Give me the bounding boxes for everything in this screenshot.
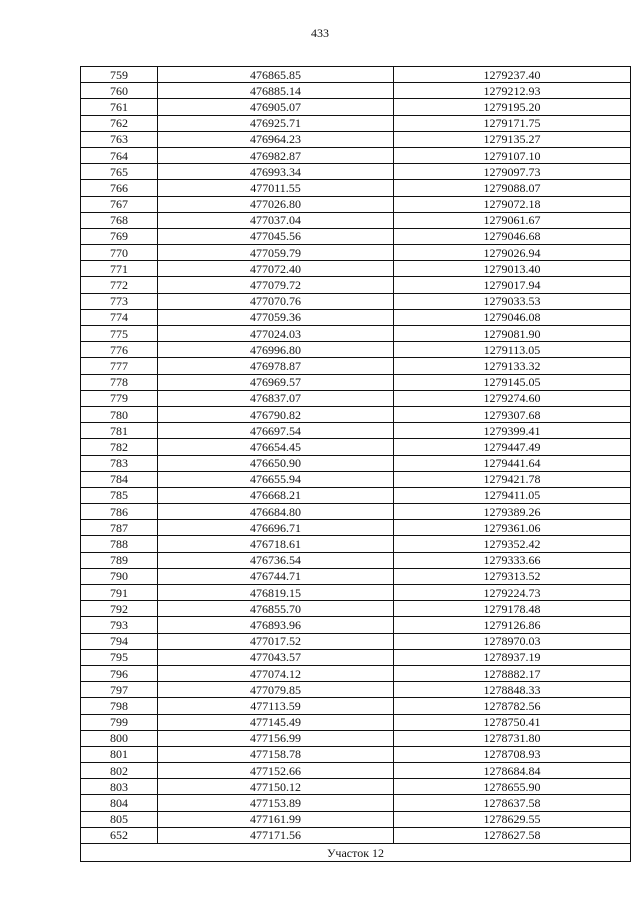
- point-number-cell: 786: [81, 504, 158, 520]
- x-coordinate-cell: 477045.56: [158, 228, 394, 244]
- point-number-cell: 783: [81, 455, 158, 471]
- table-row: [81, 504, 631, 520]
- table-row: [81, 277, 631, 293]
- table-row: [81, 471, 631, 487]
- point-number-cell: 796: [81, 665, 158, 681]
- y-coordinate-cell: 1278684.84: [394, 763, 631, 779]
- point-number-cell: 785: [81, 487, 158, 503]
- table-row: [81, 649, 631, 665]
- table-row: [81, 617, 631, 633]
- table-row: [81, 326, 631, 342]
- y-coordinate-cell: 1279081.90: [394, 326, 631, 342]
- x-coordinate-cell: 476855.70: [158, 601, 394, 617]
- y-coordinate-cell: 1278629.55: [394, 811, 631, 827]
- table-row: [81, 358, 631, 374]
- x-coordinate-cell: 477161.99: [158, 811, 394, 827]
- x-coordinate-cell: 476969.57: [158, 374, 394, 390]
- table-row: [81, 795, 631, 811]
- point-number-cell: 802: [81, 763, 158, 779]
- x-coordinate-cell: 477153.89: [158, 795, 394, 811]
- point-number-cell: 759: [81, 67, 158, 83]
- point-number-cell: 795: [81, 649, 158, 665]
- point-number-cell: 801: [81, 746, 158, 762]
- y-coordinate-cell: 1279046.08: [394, 309, 631, 325]
- x-coordinate-cell: 477026.80: [158, 196, 394, 212]
- x-coordinate-cell: 477079.85: [158, 682, 394, 698]
- point-number-cell: 793: [81, 617, 158, 633]
- x-coordinate-cell: 476744.71: [158, 568, 394, 584]
- page-number: 433: [311, 26, 329, 40]
- y-coordinate-cell: 1279135.27: [394, 131, 631, 147]
- table-row: [81, 309, 631, 325]
- table-row: [81, 746, 631, 762]
- x-coordinate-cell: 477011.55: [158, 180, 394, 196]
- x-coordinate-cell: 476790.82: [158, 406, 394, 422]
- point-number-cell: 788: [81, 536, 158, 552]
- x-coordinate-cell: 477024.03: [158, 326, 394, 342]
- point-number-cell: 778: [81, 374, 158, 390]
- table-row: [81, 115, 631, 131]
- y-coordinate-cell: 1279046.68: [394, 228, 631, 244]
- y-coordinate-cell: 1279421.78: [394, 471, 631, 487]
- x-coordinate-cell: 477070.76: [158, 293, 394, 309]
- y-coordinate-cell: 1279195.20: [394, 99, 631, 115]
- y-coordinate-cell: 1278970.03: [394, 633, 631, 649]
- x-coordinate-cell: 476837.07: [158, 390, 394, 406]
- table-row: [81, 633, 631, 649]
- x-coordinate-cell: 477113.59: [158, 698, 394, 714]
- y-coordinate-cell: 1278750.41: [394, 714, 631, 730]
- point-number-cell: 782: [81, 439, 158, 455]
- x-coordinate-cell: 477152.66: [158, 763, 394, 779]
- y-coordinate-cell: 1279088.07: [394, 180, 631, 196]
- y-coordinate-cell: 1279411.05: [394, 487, 631, 503]
- x-coordinate-cell: 477017.52: [158, 633, 394, 649]
- x-coordinate-cell: 476982.87: [158, 147, 394, 163]
- table-row: [81, 164, 631, 180]
- table-row: [81, 180, 631, 196]
- table-row: [81, 423, 631, 439]
- point-number-cell: 767: [81, 196, 158, 212]
- y-coordinate-cell: 1278708.93: [394, 746, 631, 762]
- table-row: [81, 730, 631, 746]
- point-number-cell: 805: [81, 811, 158, 827]
- table-row: [81, 99, 631, 115]
- point-number-cell: 768: [81, 212, 158, 228]
- x-coordinate-cell: 476819.15: [158, 585, 394, 601]
- point-number-cell: 800: [81, 730, 158, 746]
- x-coordinate-cell: 476885.14: [158, 83, 394, 99]
- y-coordinate-cell: 1279441.64: [394, 455, 631, 471]
- point-number-cell: 797: [81, 682, 158, 698]
- point-number-cell: 784: [81, 471, 158, 487]
- y-coordinate-cell: 1278655.90: [394, 779, 631, 795]
- x-coordinate-cell: 476978.87: [158, 358, 394, 374]
- point-number-cell: 777: [81, 358, 158, 374]
- table-row: [81, 568, 631, 584]
- table-row: [81, 698, 631, 714]
- section-label: Участок 12: [81, 844, 631, 862]
- y-coordinate-cell: 1279224.73: [394, 585, 631, 601]
- point-number-cell: 780: [81, 406, 158, 422]
- x-coordinate-cell: 476736.54: [158, 552, 394, 568]
- point-number-cell: 799: [81, 714, 158, 730]
- y-coordinate-cell: 1279061.67: [394, 212, 631, 228]
- point-number-cell: 804: [81, 795, 158, 811]
- point-number-cell: 771: [81, 261, 158, 277]
- coordinates-table-body: [81, 67, 631, 862]
- x-coordinate-cell: 476993.34: [158, 164, 394, 180]
- table-row: [81, 390, 631, 406]
- y-coordinate-cell: 1279113.05: [394, 342, 631, 358]
- point-number-cell: 770: [81, 245, 158, 261]
- y-coordinate-cell: 1278637.58: [394, 795, 631, 811]
- point-number-cell: 787: [81, 520, 158, 536]
- y-coordinate-cell: 1279352.42: [394, 536, 631, 552]
- table-row: [81, 763, 631, 779]
- table-row: [81, 293, 631, 309]
- point-number-cell: 794: [81, 633, 158, 649]
- y-coordinate-cell: 1279026.94: [394, 245, 631, 261]
- x-coordinate-cell: 477043.57: [158, 649, 394, 665]
- point-number-cell: 762: [81, 115, 158, 131]
- point-number-cell: 652: [81, 827, 158, 843]
- table-row: [81, 779, 631, 795]
- table-row: [81, 552, 631, 568]
- y-coordinate-cell: 1278882.17: [394, 665, 631, 681]
- table-row: [81, 131, 631, 147]
- table-row: [81, 827, 631, 843]
- table-row: [81, 228, 631, 244]
- table-row: [81, 374, 631, 390]
- point-number-cell: 775: [81, 326, 158, 342]
- point-number-cell: 792: [81, 601, 158, 617]
- point-number-cell: 763: [81, 131, 158, 147]
- x-coordinate-cell: 477156.99: [158, 730, 394, 746]
- y-coordinate-cell: 1279097.73: [394, 164, 631, 180]
- x-coordinate-cell: 477074.12: [158, 665, 394, 681]
- table-row: [81, 245, 631, 261]
- x-coordinate-cell: 476696.71: [158, 520, 394, 536]
- table-row: [81, 714, 631, 730]
- y-coordinate-cell: 1278627.58: [394, 827, 631, 843]
- point-number-cell: 769: [81, 228, 158, 244]
- table-row: [81, 665, 631, 681]
- point-number-cell: 803: [81, 779, 158, 795]
- y-coordinate-cell: 1279212.93: [394, 83, 631, 99]
- x-coordinate-cell: 477059.79: [158, 245, 394, 261]
- y-coordinate-cell: 1279145.05: [394, 374, 631, 390]
- section-row: [81, 844, 631, 862]
- table-row: [81, 439, 631, 455]
- x-coordinate-cell: 476654.45: [158, 439, 394, 455]
- table-row: [81, 67, 631, 83]
- y-coordinate-cell: 1279072.18: [394, 196, 631, 212]
- y-coordinate-cell: 1279133.32: [394, 358, 631, 374]
- y-coordinate-cell: 1279171.75: [394, 115, 631, 131]
- y-coordinate-cell: 1279274.60: [394, 390, 631, 406]
- y-coordinate-cell: 1279389.26: [394, 504, 631, 520]
- coordinates-table: [80, 66, 631, 862]
- point-number-cell: 765: [81, 164, 158, 180]
- y-coordinate-cell: 1279361.06: [394, 520, 631, 536]
- y-coordinate-cell: 1279126.86: [394, 617, 631, 633]
- point-number-cell: 774: [81, 309, 158, 325]
- table-row: [81, 601, 631, 617]
- y-coordinate-cell: 1279237.40: [394, 67, 631, 83]
- x-coordinate-cell: 476893.96: [158, 617, 394, 633]
- point-number-cell: 798: [81, 698, 158, 714]
- table-row: [81, 261, 631, 277]
- y-coordinate-cell: 1278731.80: [394, 730, 631, 746]
- table-row: [81, 342, 631, 358]
- x-coordinate-cell: 476668.21: [158, 487, 394, 503]
- x-coordinate-cell: 476964.23: [158, 131, 394, 147]
- x-coordinate-cell: 477150.12: [158, 779, 394, 795]
- y-coordinate-cell: 1279013.40: [394, 261, 631, 277]
- y-coordinate-cell: 1278937.19: [394, 649, 631, 665]
- x-coordinate-cell: 476996.80: [158, 342, 394, 358]
- table-row: [81, 487, 631, 503]
- x-coordinate-cell: 477158.78: [158, 746, 394, 762]
- point-number-cell: 760: [81, 83, 158, 99]
- y-coordinate-cell: 1279107.10: [394, 147, 631, 163]
- point-number-cell: 790: [81, 568, 158, 584]
- y-coordinate-cell: 1279017.94: [394, 277, 631, 293]
- y-coordinate-cell: 1278848.33: [394, 682, 631, 698]
- y-coordinate-cell: 1278782.56: [394, 698, 631, 714]
- table-row: [81, 196, 631, 212]
- x-coordinate-cell: 476655.94: [158, 471, 394, 487]
- x-coordinate-cell: 477171.56: [158, 827, 394, 843]
- x-coordinate-cell: 477059.36: [158, 309, 394, 325]
- point-number-cell: 789: [81, 552, 158, 568]
- table-row: [81, 585, 631, 601]
- y-coordinate-cell: 1279178.48: [394, 601, 631, 617]
- table-row: [81, 811, 631, 827]
- y-coordinate-cell: 1279307.68: [394, 406, 631, 422]
- y-coordinate-cell: 1279313.52: [394, 568, 631, 584]
- point-number-cell: 776: [81, 342, 158, 358]
- table-row: [81, 83, 631, 99]
- x-coordinate-cell: 476925.71: [158, 115, 394, 131]
- point-number-cell: 761: [81, 99, 158, 115]
- x-coordinate-cell: 476718.61: [158, 536, 394, 552]
- table-row: [81, 147, 631, 163]
- point-number-cell: 779: [81, 390, 158, 406]
- x-coordinate-cell: 476684.80: [158, 504, 394, 520]
- x-coordinate-cell: 477145.49: [158, 714, 394, 730]
- x-coordinate-cell: 477072.40: [158, 261, 394, 277]
- point-number-cell: 764: [81, 147, 158, 163]
- table-row: [81, 682, 631, 698]
- point-number-cell: 772: [81, 277, 158, 293]
- x-coordinate-cell: 476865.85: [158, 67, 394, 83]
- y-coordinate-cell: 1279399.41: [394, 423, 631, 439]
- x-coordinate-cell: 476905.07: [158, 99, 394, 115]
- table-row: [81, 212, 631, 228]
- x-coordinate-cell: 476650.90: [158, 455, 394, 471]
- point-number-cell: 781: [81, 423, 158, 439]
- table-row: [81, 536, 631, 552]
- point-number-cell: 766: [81, 180, 158, 196]
- table-row: [81, 520, 631, 536]
- x-coordinate-cell: 477079.72: [158, 277, 394, 293]
- y-coordinate-cell: 1279033.53: [394, 293, 631, 309]
- table-row: [81, 455, 631, 471]
- y-coordinate-cell: 1279333.66: [394, 552, 631, 568]
- table-row: [81, 406, 631, 422]
- x-coordinate-cell: 476697.54: [158, 423, 394, 439]
- x-coordinate-cell: 477037.04: [158, 212, 394, 228]
- y-coordinate-cell: 1279447.49: [394, 439, 631, 455]
- point-number-cell: 773: [81, 293, 158, 309]
- point-number-cell: 791: [81, 585, 158, 601]
